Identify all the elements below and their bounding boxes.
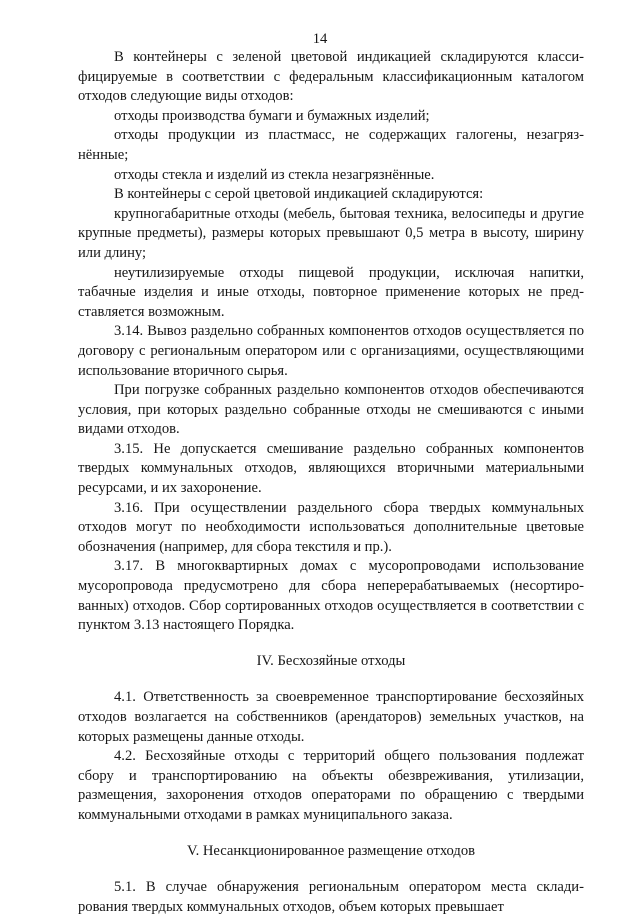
clause-3-16: 3.16. При осуществлении раздельного сбора твердых коммунальных отходов могут по необходимости использоваться дополнительные цветовые обозначения (например, для сбора текстиля и пр.). [78, 499, 584, 555]
list-item-plastic-waste: отходы продукции из пластмасс, не содержащих галогены, незагрязнённые; [78, 127, 584, 163]
section-heading-iv: IV. Бесхозяйные отходы [256, 652, 406, 669]
list-item-glass-waste: отходы стекла и изделий из стекла незагрязнённые. [114, 166, 435, 183]
section-heading-v: V. Несанкционированное размещение отходов [186, 842, 476, 859]
list-item-bulky-waste: крупногабаритные отходы (мебель, бытовая техника, велосипеды и другие крупные предметы), размеры которых превышают 0,5 метра в высоту, ширину или длину; [78, 205, 584, 261]
list-item-food-waste: неутилизируемые отходы пищевой продукции, исключая напитки, табачные изделия и иные отходы, повторное применение которых не представляется возможным. [78, 264, 584, 320]
clause-5-1: 5.1. В случае обнаружения региональным оператором места складирования твердых коммунальных отходов, объем которых превышает [78, 879, 584, 915]
clause-3-15: 3.15. Не допускается смешивание раздельно собранных компонентов твердых коммунальных отходов, являющихся вторичными материальными ресурсами, и их захоронение. [78, 440, 584, 497]
document-body [78, 48, 584, 917]
paragraph: При погрузке собранных раздельно компонентов отходов обеспечиваются условия, при которых раздельно собранные отходы не смешиваются с иными видами отходов. [78, 382, 584, 438]
clause-4-2: 4.2. Бесхозяйные отходы с территорий общего пользования подлежат сбору и транспортированию на объекты обезвреживания, утилизации, размещения, захоронения отходов операторами по обращению с твердыми коммунальными отходами в рамках муниципального заказа. [78, 748, 584, 823]
clause-4-1: 4.1. Ответственность за своевременное транспортирование бесхозяйных отходов возлагается на собственников (арендаторов) земельных участков, на которых размещены данные отходы. [78, 689, 584, 745]
page-number: 14 [312, 31, 328, 47]
clause-3-14: 3.14. Вывоз раздельно собранных компонентов отходов осуществляется по договору с региональным оператором или с организациями, осуществляющими использование вторичного сырья. [78, 323, 584, 379]
list-item-paper-waste: отходы производства бумаги и бумажных изделий; [114, 107, 430, 124]
clause-3-17: 3.17. В многоквартирных домах с мусоропроводами использование мусоропровода предусмотрено для сбора неперерабатываемых (несортированных) отходов. Сбор сортированных отходов осуществляется в соответствии с пунктом 3.13 настоящего Порядка. [78, 558, 584, 634]
paragraph: В контейнеры с зеленой цветовой индикацией складируются классифицируемые в соответствии с федеральным классификационным каталогом отходов следующие виды отходов: [78, 49, 584, 105]
paragraph: В контейнеры с серой цветовой индикацией складируются: [114, 186, 484, 203]
